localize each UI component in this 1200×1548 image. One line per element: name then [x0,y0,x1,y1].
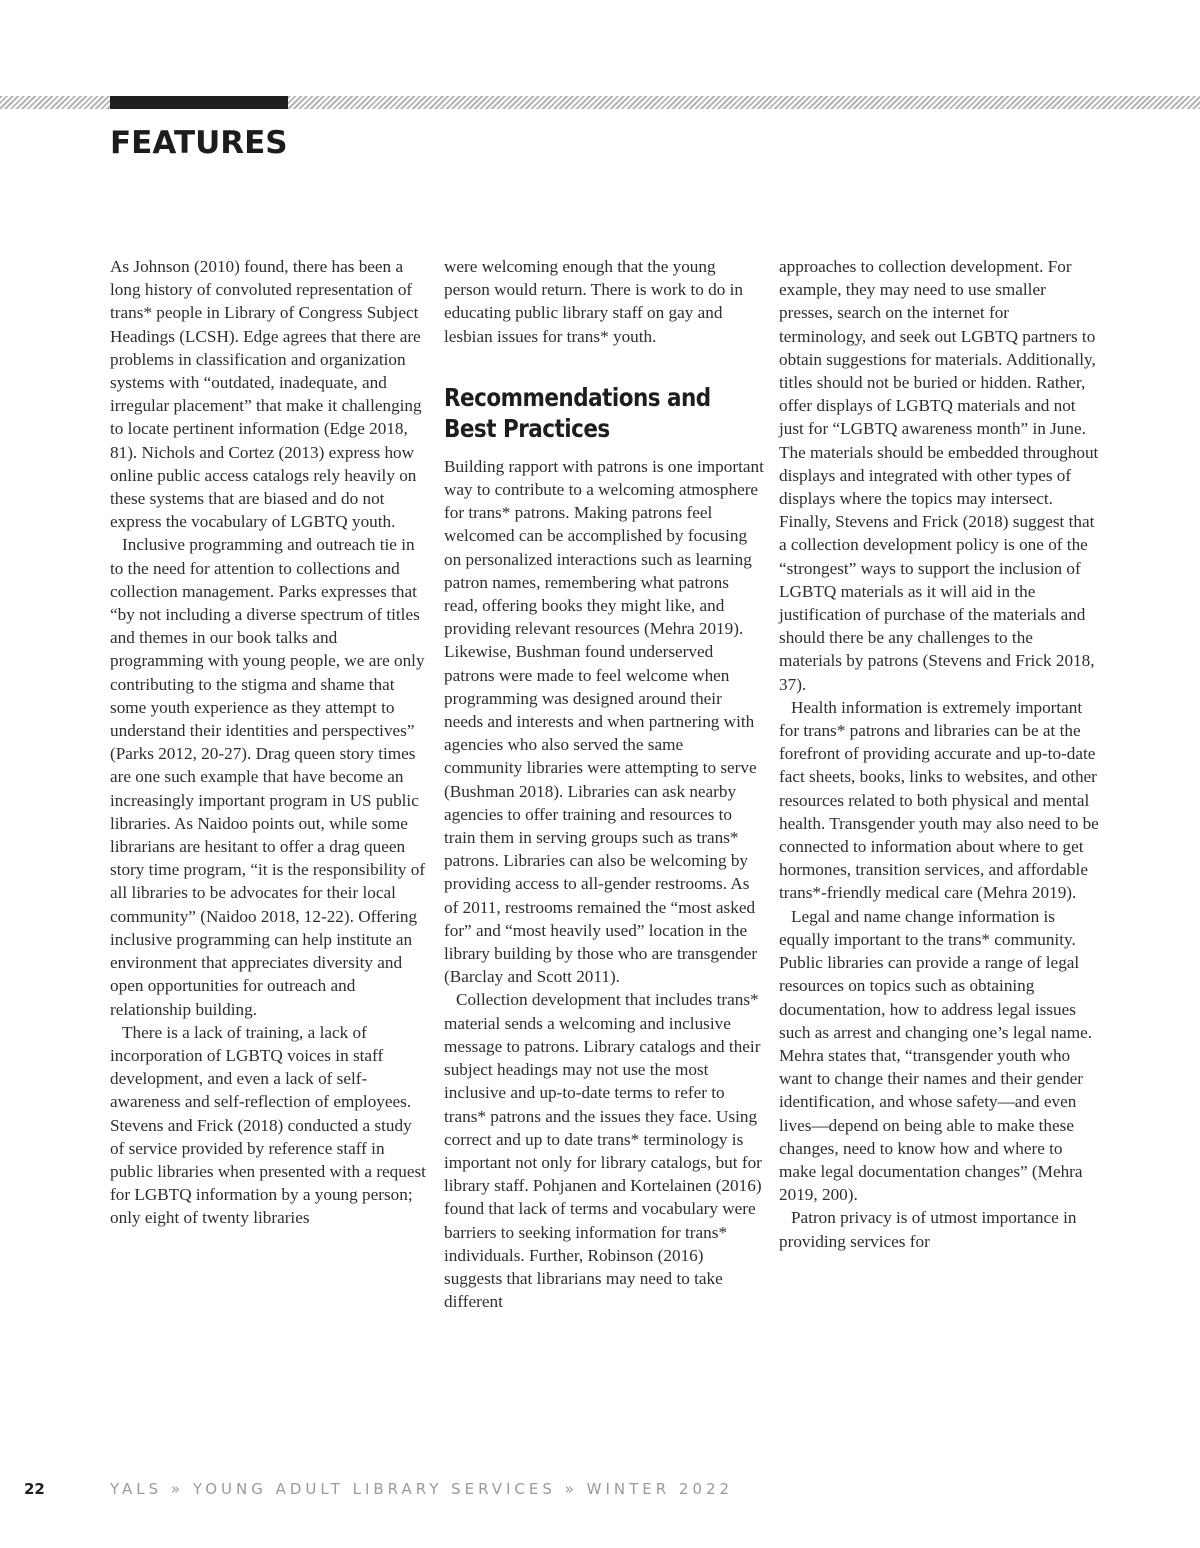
paragraph: As Johnson (2010) found, there has been a long history of convoluted representation of trans* people in Library of Congress Subject Headings (LCSH). Edge agrees that there are problems in classification and organization systems with “outdated, inadequate, and irregular placement” that make it challenging to locate pertinent information (Edge 2018, 81). Nichols and Cortez (2013) express how online public access catalogs rely heavily on these systems that are biased and do not express the vocabulary of LGBTQ youth. [110,257,422,532]
page-number: 22 [24,1480,45,1498]
article-column-3 [779,255,1099,1253]
paragraph: Patron privacy is of utmost importance in providing services for [779,1208,1077,1251]
section-label: FEATURES [110,125,288,161]
paragraph: There is a lack of training, a lack of incorporation of LGBTQ voices in staff development, and even a lack of self-awareness and self-reflection of employees. Stevens and Frick (2018) conducted a study of service provided by reference staff in public libraries when presented with a request for LGBTQ information by a young person; only eight of twenty libraries [110,1022,426,1228]
paragraph: Building rapport with patrons is one important way to contribute to a welcoming atmosphere for trans* patrons. Making patrons feel welcomed can be accomplished by focusing on personalized interactions such as learning patron names, remembering what patrons read, offering books they might like, and providing relevant resources (Mehra 2019). Likewise, Bushman found underserved patrons were made to feel welcome when programming was designed around their needs and interests and when partnering with agencies who also served the same community libraries were attempting to serve (Bushman 2018). Libraries can ask nearby agencies to offer training and resources to train them in serving groups such as trans* patrons. Libraries can also be welcoming by providing access to all-gender restrooms. As of 2011, restrooms remained the “most asked for” and “most heavily used” location in the library building by those who are transgender (Barclay and Scott 2011). [444,456,764,987]
paragraph: were welcoming enough that the young person would return. There is work to do in educating public library staff on gay and lesbian issues for trans* youth. [444,257,743,346]
paragraph: approaches to collection development. For example, they may need to use smaller presses, search on the internet for terminology, and seek out LGBTQ partners to obtain suggestions for materials. Additionally, titles should not be buried or hidden. Rather, offer displays of LGBTQ materials and not just for “LGBTQ awareness month” in June. The materials should be embedded throughout displays and integrated with other types of displays where the topics may intersect. Finally, Stevens and Frick (2018) suggest that a collection development policy is one of the “strongest” ways to support the inclusion of LGBTQ materials as it will aid in the justification of purchase of the materials and should there be any challenges to the materials by patrons (Stevens and Frick 2018, 37). [779,257,1099,694]
paragraph: Inclusive programming and outreach tie in to the need for attention to collections and collection management. Parks expresses that “by not including a diverse spectrum of titles and themes in our book talks and programming with young people, we are only contributing to the stigma and shame that some youth experience as they attempt to understand their identities and perspectives” (Parks 2012, 20-27). Drag queen story times are one such example that have become an increasingly important program in US public libraries. As Naidoo points out, while some librarians are hesitant to offer a drag queen story time program, “it is the responsibility of all libraries to be advocates for their local community” (Naidoo 2018, 12-22). Offering inclusive programming can help institute an environment that appreciates diversity and open opportunities for outreach and relationship building. [110,535,426,1019]
article-column-1 [110,255,430,1230]
header-accent-bar [110,96,288,109]
article-column-2 [444,255,764,1313]
paragraph: Legal and name change information is equally important to the trans* community. Public libraries can provide a range of legal resources on topics such as obtaining documentation, how to address legal issues such as arrest and changing one’s legal name. Mehra states that, “transgender youth who want to change their names and their gender identification, and whose safety—and even lives—depend on being able to make these changes, need to know how and where to make legal documentation changes” (Mehra 2019, 200). [779,906,1093,1205]
section-heading: Recommendations and Best Practices [444,382,711,443]
page-footer [0,1480,1200,1502]
paragraph: Health information is extremely important for trans* patrons and libraries can be at the forefront of providing accurate and up-to-date fact sheets, books, links to websites, and other resources related to both physical and mental health. Transgender youth may also need to be connected to information about where to get hormones, transition services, and affordable trans*-friendly medical care (Mehra 2019). [779,697,1099,903]
running-footer: YALS » YOUNG ADULT LIBRARY SERVICES » WINTER 2022 [110,1480,734,1498]
paragraph: Collection development that includes trans* material sends a welcoming and inclusive message to patrons. Library catalogs and their subject headings may not use the most inclusive and up-to-date terms to refer to trans* patrons and the issues they face. Using correct and up to date trans* terminology is important not only for library catalogs, but for library staff. Pohjanen and Kortelainen (2016) found that lack of terms and vocabulary were barriers to seeking information for trans* individuals. Further, Robinson (2016) suggests that librarians may need to take different [444,990,762,1312]
